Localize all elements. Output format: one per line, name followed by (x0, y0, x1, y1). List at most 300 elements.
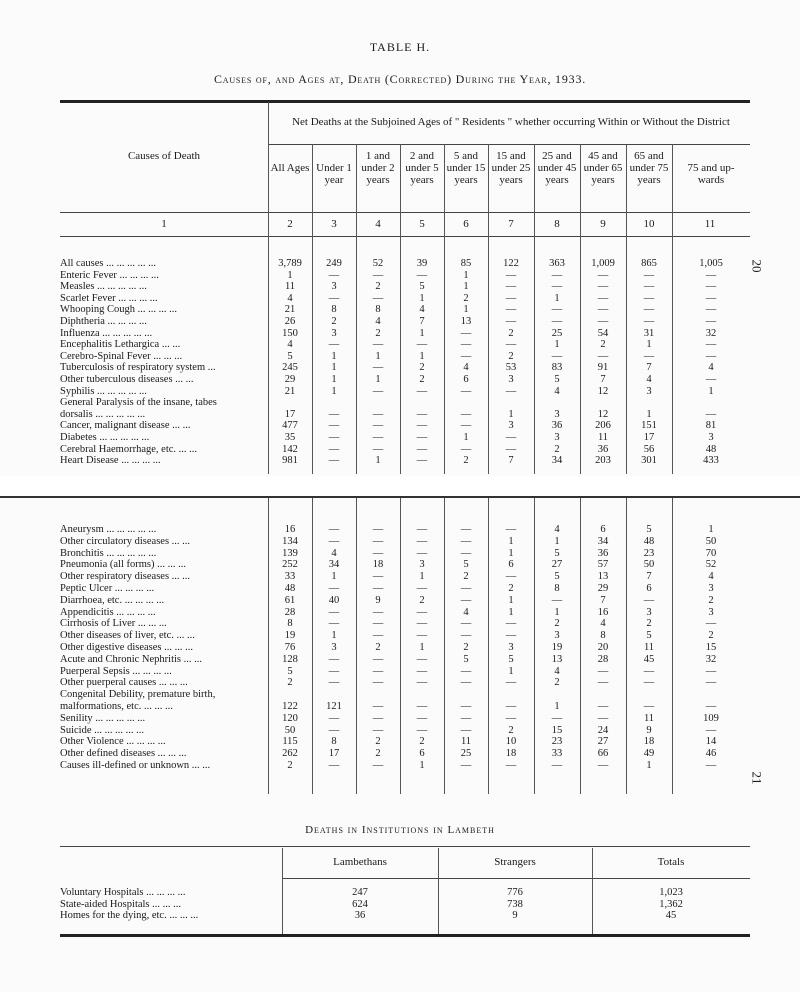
row-value: 2 (287, 760, 293, 771)
row-value: — (416, 535, 428, 547)
row-value: 1 (508, 594, 514, 606)
row-value: 262 (282, 748, 298, 760)
row-value: 2 (331, 316, 337, 327)
row-value: 11 (643, 712, 655, 724)
column-number: 4 (375, 218, 381, 230)
row-value: — (505, 269, 517, 281)
table-row (60, 583, 750, 594)
row-value: 8 (287, 618, 293, 630)
row-value: 4 (646, 374, 652, 385)
row-value: 8 (331, 304, 337, 316)
row-value: 28 (597, 653, 609, 665)
row-value: 142 (282, 443, 298, 455)
row-value: 23 (551, 736, 563, 748)
row-value: — (372, 420, 384, 432)
row-value: 1 (646, 408, 652, 420)
row-value: — (460, 420, 472, 432)
row-value: — (460, 327, 472, 339)
row-value: 252 (282, 559, 298, 571)
row-value: 122 (282, 701, 298, 712)
table-row (60, 444, 750, 455)
row-value: — (328, 420, 340, 432)
row-value: 14 (705, 736, 717, 748)
row-value: 8 (600, 630, 606, 642)
row-value: 2 (554, 677, 560, 689)
row-value: 1 (419, 327, 425, 339)
row-value: 8 (375, 304, 381, 316)
row-value: 85 (460, 258, 472, 269)
row-value: — (372, 443, 384, 455)
row-value: 25 (551, 327, 563, 339)
table-row (60, 397, 750, 408)
row-label: Cancer, malignant disease ... ... (60, 420, 191, 432)
row-value: — (705, 374, 717, 385)
row-value: 2 (708, 594, 714, 606)
row-value: 2 (287, 677, 293, 689)
row-value: 1 (375, 455, 381, 467)
row-value: 7 (419, 316, 425, 327)
header-5-15: 5 and under 15 years (446, 150, 486, 186)
row-value: 36 (597, 547, 609, 559)
row-label: malformations, etc. ... ... ... (60, 701, 173, 712)
row-value: — (705, 292, 717, 304)
row-value: 83 (551, 362, 563, 374)
row-value: 6 (508, 559, 514, 571)
row-label: Encephalitis Lethargica ... ... (60, 339, 181, 351)
row-value: — (328, 724, 340, 736)
row-value: — (705, 701, 717, 712)
row-value: — (328, 443, 340, 455)
row-value: 6 (646, 583, 652, 594)
row-value: 48 (284, 583, 296, 594)
row-value: — (705, 281, 717, 293)
row-value: — (328, 606, 340, 618)
row-value: — (372, 653, 384, 665)
row-value: — (597, 665, 609, 677)
row-label: Other diseases of liver, etc. ... ... (60, 630, 195, 642)
header-bottom-rule (60, 212, 750, 213)
row-value: 18 (372, 559, 384, 571)
row-value: — (416, 443, 428, 455)
table-row (60, 386, 750, 397)
row-value: — (372, 630, 384, 642)
row-value: — (372, 665, 384, 677)
row-value: 1 (708, 524, 714, 535)
row-value: 4 (463, 606, 469, 618)
table-row (60, 666, 750, 677)
row-value: 1 (331, 630, 337, 642)
table-heading: TABLE H. (369, 40, 431, 54)
row-value: 7 (508, 455, 514, 467)
row-value: — (372, 583, 384, 594)
header-65-75: 65 and under 75 years (629, 150, 669, 186)
row-value: 5 (646, 630, 652, 642)
row-value: 1,005 (699, 258, 723, 269)
row-value: 76 (284, 642, 296, 653)
column-number: 7 (508, 218, 514, 230)
row-value: 34 (597, 535, 609, 547)
header-2-5: 2 and under 5 years (405, 150, 439, 186)
row-value: 3 (508, 642, 514, 653)
row-value: 11 (597, 432, 609, 443)
row-value: — (643, 677, 655, 689)
column-number: 5 (419, 218, 425, 230)
row-label: Causes ill-defined or unknown ... ... (60, 760, 211, 771)
row-value: 56 (643, 443, 655, 455)
row-value: 50 (643, 559, 655, 571)
row-value: — (372, 535, 384, 547)
row-value: — (372, 606, 384, 618)
row-value: 1 (375, 374, 381, 385)
row-value: — (372, 362, 384, 374)
row-value: — (505, 304, 517, 316)
row-value: 50 (705, 535, 717, 547)
table-row (60, 304, 750, 315)
row-value: — (460, 408, 472, 420)
row-value: 1 (331, 374, 337, 385)
row-value: 12 (597, 408, 609, 420)
row-value: 61 (284, 594, 296, 606)
row-value: 29 (597, 583, 609, 594)
row-value: — (705, 665, 717, 677)
row-value: — (328, 583, 340, 594)
row-label: Scarlet Fever ... ... ... ... (60, 292, 158, 304)
row-label: Other tuberculous diseases ... ... (60, 374, 194, 385)
row-value: — (505, 292, 517, 304)
row-value: 33 (284, 571, 296, 583)
row-value: — (460, 339, 472, 351)
row-value: 8 (331, 736, 337, 748)
table-row (60, 258, 750, 269)
header-25-45: 25 and under 45 years (537, 150, 577, 186)
table-row (60, 293, 750, 304)
row-value: — (597, 677, 609, 689)
row-label: Tuberculosis of respiratory system ... (60, 362, 216, 374)
row-value: 34 (551, 455, 563, 467)
table-row (60, 351, 750, 362)
row-value: — (416, 677, 428, 689)
row-value: 81 (705, 420, 717, 432)
row-value: — (643, 350, 655, 362)
institutions-header-strangers: Strangers (494, 856, 536, 868)
table-row (60, 618, 750, 629)
row-value: 1 (554, 535, 560, 547)
row-value: 1 (419, 292, 425, 304)
header-all-ages: All Ages (270, 162, 310, 174)
row-label: Whooping Cough ... ... ... ... (60, 304, 177, 316)
row-value: 3 (554, 408, 560, 420)
row-label: Influenza ... ... ... ... ... (60, 327, 153, 339)
row-value: 1 (419, 642, 425, 653)
row-value: — (460, 712, 472, 724)
row-value: — (551, 594, 563, 606)
table-row (60, 701, 750, 712)
row-value: 151 (641, 420, 657, 432)
row-value: 3 (554, 432, 560, 443)
row-value: 5 (463, 559, 469, 571)
table-row (60, 362, 750, 373)
row-value: — (372, 432, 384, 443)
row-value: 1 (463, 432, 469, 443)
header-group-rule (268, 144, 750, 145)
column-number: 9 (600, 218, 606, 230)
row-value: 5 (287, 350, 293, 362)
row-value: — (372, 339, 384, 351)
row-value: — (597, 281, 609, 293)
column-number: 1 (161, 218, 167, 230)
row-value: 49 (643, 748, 655, 760)
table-row (60, 328, 750, 339)
row-label: Diabetes ... ... ... ... ... (60, 432, 150, 443)
row-value: — (416, 455, 428, 467)
row-value: 53 (505, 362, 517, 374)
row-value: 34 (328, 559, 340, 571)
row-value: — (372, 760, 384, 771)
row-value: — (460, 385, 472, 397)
row-value: 6 (463, 374, 469, 385)
row-value: 39 (416, 258, 428, 269)
table-row (60, 281, 750, 292)
column-number: 6 (463, 218, 469, 230)
row-value: 4 (419, 304, 425, 316)
row-value: 301 (641, 455, 657, 467)
row-value: 1 (331, 385, 337, 397)
institutions-row (60, 899, 750, 910)
table-row (60, 548, 750, 559)
page-number-21: 21 (749, 771, 765, 785)
row-value: — (416, 618, 428, 630)
row-value: — (372, 408, 384, 420)
row-value: 17 (643, 432, 655, 443)
institutions-row-value: 738 (507, 898, 523, 910)
header-15-25: 15 and under 25 years (491, 150, 531, 186)
row-value: 6 (419, 748, 425, 760)
row-value: 7 (646, 571, 652, 583)
row-value: — (460, 760, 472, 771)
row-value: 2 (554, 443, 560, 455)
row-value: — (328, 760, 340, 771)
row-value: — (460, 583, 472, 594)
row-value: — (505, 677, 517, 689)
row-value: 122 (503, 258, 519, 269)
header-45-65: 45 and under 65 years (583, 150, 623, 186)
row-value: 3 (708, 432, 714, 443)
row-value: 139 (282, 547, 298, 559)
table-row (60, 571, 750, 582)
table-row (60, 689, 750, 700)
row-label: Enteric Fever ... ... ... ... (60, 269, 159, 281)
row-value: 2 (375, 736, 381, 748)
header-75-upwards: 75 and up-wards (687, 162, 735, 186)
institutions-row-label: Voluntary Hospitals ... ... ... ... (60, 887, 186, 898)
row-value: — (328, 269, 340, 281)
row-value: — (551, 712, 563, 724)
institutions-title: Deaths in Institutions in Lambeth (305, 824, 495, 836)
row-value: — (328, 432, 340, 443)
institutions-row-label: State-aided Hospitals ... ... ... (60, 898, 182, 910)
row-value: — (416, 606, 428, 618)
row-value: 4 (287, 339, 293, 351)
row-label: Other defined diseases ... ... ... (60, 748, 187, 760)
institutions-header-rule (282, 878, 750, 879)
row-value: 3 (646, 385, 652, 397)
row-value: 7 (600, 594, 606, 606)
row-value: 1 (331, 350, 337, 362)
row-value: — (460, 724, 472, 736)
row-value: 3 (708, 606, 714, 618)
row-value: — (416, 269, 428, 281)
row-value: — (505, 316, 517, 327)
row-value: 5 (554, 374, 560, 385)
row-value: 1 (554, 701, 560, 712)
row-value: — (643, 269, 655, 281)
row-value: — (705, 269, 717, 281)
row-value: — (460, 594, 472, 606)
table-row (60, 642, 750, 653)
row-value: 16 (597, 606, 609, 618)
row-value: 4 (554, 524, 560, 535)
row-value: — (416, 408, 428, 420)
row-value: 29 (284, 374, 296, 385)
row-value: 33 (551, 748, 563, 760)
row-value: 46 (705, 748, 717, 760)
row-value: — (505, 701, 517, 712)
row-label: Syphilis ... ... ... ... ... (60, 385, 147, 397)
row-value: 1 (508, 547, 514, 559)
row-value: 36 (597, 443, 609, 455)
row-value: 115 (282, 736, 298, 748)
row-value: 245 (282, 362, 298, 374)
row-value: 5 (646, 524, 652, 535)
header-under-1: Under 1 year (316, 162, 352, 186)
row-value: 5 (554, 547, 560, 559)
row-value: 120 (282, 712, 298, 724)
institutions-row-value: 1,362 (659, 898, 683, 910)
row-value: 13 (597, 571, 609, 583)
row-value: 19 (284, 630, 296, 642)
row-value: 1 (463, 269, 469, 281)
table-row (60, 630, 750, 641)
table-row (60, 725, 750, 736)
row-label: General Paralysis of the insane, tabes (60, 397, 217, 409)
row-value: 121 (326, 701, 342, 712)
row-value: 7 (646, 362, 652, 374)
row-value: 2 (375, 748, 381, 760)
row-value: 2 (463, 455, 469, 467)
row-value: — (505, 760, 517, 771)
row-value: — (372, 385, 384, 397)
row-value: — (705, 316, 717, 327)
row-value: — (460, 443, 472, 455)
row-label: Other digestive diseases ... ... ... (60, 642, 193, 653)
row-label: Congenital Debility, premature birth, (60, 689, 216, 701)
row-label: Pneumonia (all forms) ... ... ... (60, 559, 186, 571)
row-value: 4 (554, 385, 560, 397)
page-number-20: 20 (749, 259, 765, 273)
row-value: 2 (375, 327, 381, 339)
row-value: — (372, 701, 384, 712)
row-value: 5 (463, 653, 469, 665)
row-value: 19 (551, 642, 563, 653)
row-value: — (705, 724, 717, 736)
row-value: 52 (372, 258, 384, 269)
row-value: 17 (328, 748, 340, 760)
row-value: 2 (419, 374, 425, 385)
row-value: 1 (646, 339, 652, 351)
row-value: — (705, 677, 717, 689)
row-label: Cerebro-Spinal Fever ... ... ... (60, 350, 183, 362)
row-value: 128 (282, 653, 298, 665)
row-value: 1 (508, 606, 514, 618)
row-value: 15 (705, 642, 717, 653)
row-value: — (597, 316, 609, 327)
row-label: Appendicitis ... ... ... ... (60, 606, 156, 618)
row-value: — (328, 653, 340, 665)
table-row (60, 654, 750, 665)
institutions-header-totals: Totals (657, 856, 685, 868)
row-value: 3 (331, 642, 337, 653)
row-value: — (416, 630, 428, 642)
row-value: 66 (597, 748, 609, 760)
row-value: 4 (463, 362, 469, 374)
row-value: 11 (284, 281, 296, 293)
institutions-row-value: 776 (507, 887, 523, 898)
row-value: — (372, 524, 384, 535)
row-value: 1 (646, 760, 652, 771)
table-row (60, 760, 750, 771)
table-row (60, 677, 750, 688)
row-value: 2 (708, 630, 714, 642)
row-value: 8 (554, 583, 560, 594)
row-value: — (372, 571, 384, 583)
row-value: 2 (600, 339, 606, 351)
row-value: — (328, 524, 340, 535)
row-value: 11 (643, 642, 655, 653)
row-value: — (328, 618, 340, 630)
row-value: — (416, 420, 428, 432)
table-row (60, 270, 750, 281)
row-value: — (416, 712, 428, 724)
row-label: Other circulatory diseases ... ... (60, 535, 191, 547)
row-value: — (505, 571, 517, 583)
table-row (60, 316, 750, 327)
row-value: — (416, 524, 428, 535)
row-value: — (505, 443, 517, 455)
row-value: 3 (419, 559, 425, 571)
row-label: Suicide ... ... ... ... ... (60, 724, 144, 736)
row-value: 45 (643, 653, 655, 665)
row-value: 4 (554, 665, 560, 677)
row-value: 48 (643, 535, 655, 547)
row-value: — (328, 677, 340, 689)
row-value: 91 (597, 362, 609, 374)
row-value: 21 (284, 304, 296, 316)
row-value: — (643, 594, 655, 606)
row-value: 2 (375, 642, 381, 653)
row-value: — (505, 281, 517, 293)
row-value: 27 (597, 736, 609, 748)
row-label: Other respiratory diseases ... ... (60, 571, 191, 583)
row-value: — (597, 350, 609, 362)
header-net-deaths: Net Deaths at the Subjoined Ages of " Residents " whether occurring Within or Without the District (292, 116, 730, 128)
row-value: 1 (554, 339, 560, 351)
row-value: — (597, 292, 609, 304)
row-value: 24 (597, 724, 609, 736)
table-row (60, 559, 750, 570)
row-value: 3 (508, 374, 514, 385)
row-value: — (597, 760, 609, 771)
row-value: 2 (419, 362, 425, 374)
